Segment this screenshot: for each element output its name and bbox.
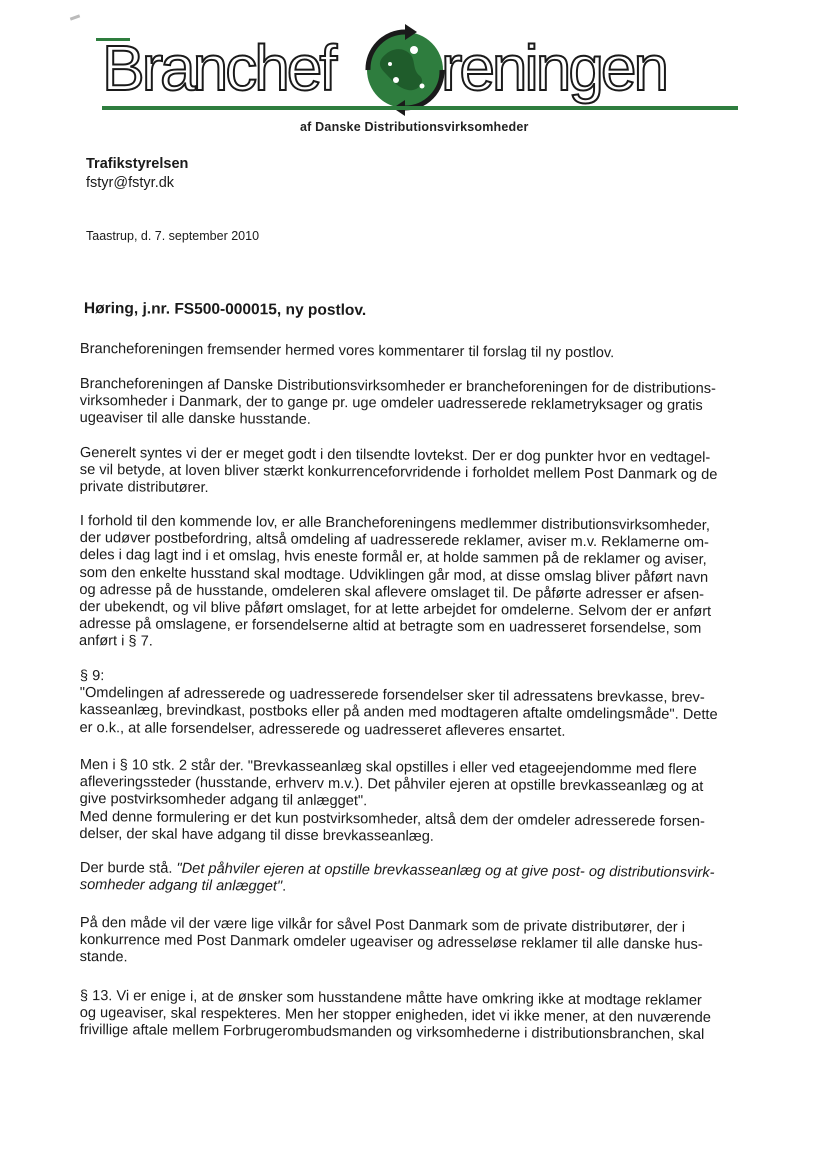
text-line: adresse på omslagene, er forsendelserne altid at betragte som en uadresseret forsendelse, som: [79, 616, 702, 638]
logo-word-right: reningen: [441, 32, 667, 104]
logo-globe-icon: [362, 20, 448, 116]
paragraph-proposal: [80, 860, 748, 900]
quote-suffix: .: [282, 878, 287, 895]
text-line: Brancheforeningen fremsender hermed vores kommentarer til forslag til ny postlov.: [79, 341, 615, 362]
paragraph-members: [79, 513, 748, 656]
paragraph-intro: [80, 341, 748, 363]
logo-tagline: af Danske Distributionsvirksomheder: [300, 120, 529, 134]
recipient-email: fstyr@fstyr.dk: [86, 175, 175, 191]
paragraph-equal-terms: [80, 915, 748, 972]
text-line: På den måde vil der være lige vilkår for såvel Post Danmark som de private distributører, der i: [79, 915, 686, 936]
text-line: ugeaviser til alle danske husstande.: [79, 410, 311, 429]
text-line: virksomheder i Danmark, der to gange pr. uge omdeler uadresserede reklametryksager og gratis: [79, 393, 703, 415]
paragraph-section-9: [79, 668, 748, 742]
text-line: frivillige aftale mellem Forbrugerombudsmanden og virksomhederne i distributionsbranchen, skal: [79, 1022, 705, 1044]
text-line: der ubekendt, og vil blive påført omslaget, for at lette arbejdet for omdelerne. Selvom der er anført: [79, 599, 712, 620]
text-line: § 13. Vi er enige i, at de ønsker som husstandene måtte have omkring ikke at modtage reklamer: [79, 988, 702, 1009]
text-line: som den enkelte husstand skal modtage. Udviklingen går mod, at disse omslag bliver påført navn: [79, 564, 709, 586]
logo-word-left: Branchef: [102, 32, 335, 104]
paragraph-about: [80, 376, 748, 433]
text-line: delser, der skal have adgang til disse brevkasseanlæg.: [79, 825, 434, 845]
text-line: og adresse på de husstande, omdeleren skal aflevere omslaget til. De påførte adresser er afsen-: [79, 581, 705, 603]
text-line: afleveringssteder (husstande, erhverv m.v.). Det påhviler ejeren at opstille brevkasseanlæg og at: [79, 774, 704, 796]
text-line: er o.k., at alle forsendelser, adresserede og uadresseret afleveres ensartet.: [79, 719, 566, 740]
scan-speck: [70, 14, 80, 20]
letterhead-logo: [96, 16, 746, 141]
text-line: se vil betyde, at loven bliver stærkt konkurrenceforvridende i forholdet mellem Post Danmark og de: [79, 462, 718, 484]
text-line: stande.: [79, 949, 128, 966]
text-line: Med denne formulering er det kun postvirksomheder, altså dem der omdeler adresserede forsen-: [79, 808, 705, 830]
text-line: kasseanlæg, brevindkast, postboks eller på anden med modtageren aftalte omdelingsmåde". Dette: [79, 702, 718, 724]
text-line: deles i dag lagt ind i et omslag, hvis eneste formål er, at holde sammen på de reklamer og aviser,: [79, 547, 707, 569]
text-line: "Omdelingen af adresserede og uadresserede forsendelser sker til adressatens brevkasse, brev-: [79, 685, 705, 707]
text-line: Generelt syntes vi der er meget godt i den tilsendte lovtekst. Der er dog punkter hvor en vedtagel-: [79, 445, 711, 466]
recipient-block: [86, 155, 188, 193]
text-line: og ugeaviser, skal respekteres. Men her stopper enigheden, idet vi ikke mener, at den nuværende: [79, 1005, 712, 1027]
paragraph-section-10: [79, 757, 748, 848]
quote-italic-line-2: somheder adgang til anlægget": [79, 877, 283, 895]
text-line: der udøver postbefordring, altså omdeling af uadresserede reklamer, aviser m.v. Reklamerne om-: [79, 530, 710, 552]
paragraph-section-13: [80, 988, 748, 1045]
text-line: konkurrence med Post Danmark omdeler ugeaviser og adresseløse reklamer til alle danske hus-: [79, 932, 703, 954]
quote-italic-line-1: "Det påhviler ejeren at opstille brevkasseanlæg og at give post- og distributionsvirk-: [176, 860, 715, 881]
letter-date: Taastrup, d. 7. september 2010: [86, 229, 260, 243]
letter-subject: Høring, j.nr. FS500-000015, ny postlov.: [83, 300, 367, 319]
text-line: private distributører.: [79, 479, 209, 497]
paragraph-general: [80, 445, 748, 502]
text-line: § 9:: [79, 668, 105, 685]
text-line: give postvirksomheder adgang til anlægget".: [79, 791, 368, 810]
recipient-name: Trafikstyrelsen: [86, 156, 189, 172]
logo-bar-bottom: [102, 106, 738, 110]
text-line: Brancheforeningen af Danske Distributionsvirksomheder er brancheforeningen for de distributions-: [79, 376, 716, 397]
text-line: anført i § 7.: [78, 633, 153, 650]
quote-prefix: Der burde stå.: [79, 860, 177, 877]
text-line: I forhold til den kommende lov, er alle Brancheforeningens medlemmer distributionsvirksomheder,: [79, 513, 710, 534]
text-line: Men i § 10 stk. 2 står der. "Brevkasseanlæg skal opstilles i eller ved etageejendomme med flere: [79, 757, 697, 778]
